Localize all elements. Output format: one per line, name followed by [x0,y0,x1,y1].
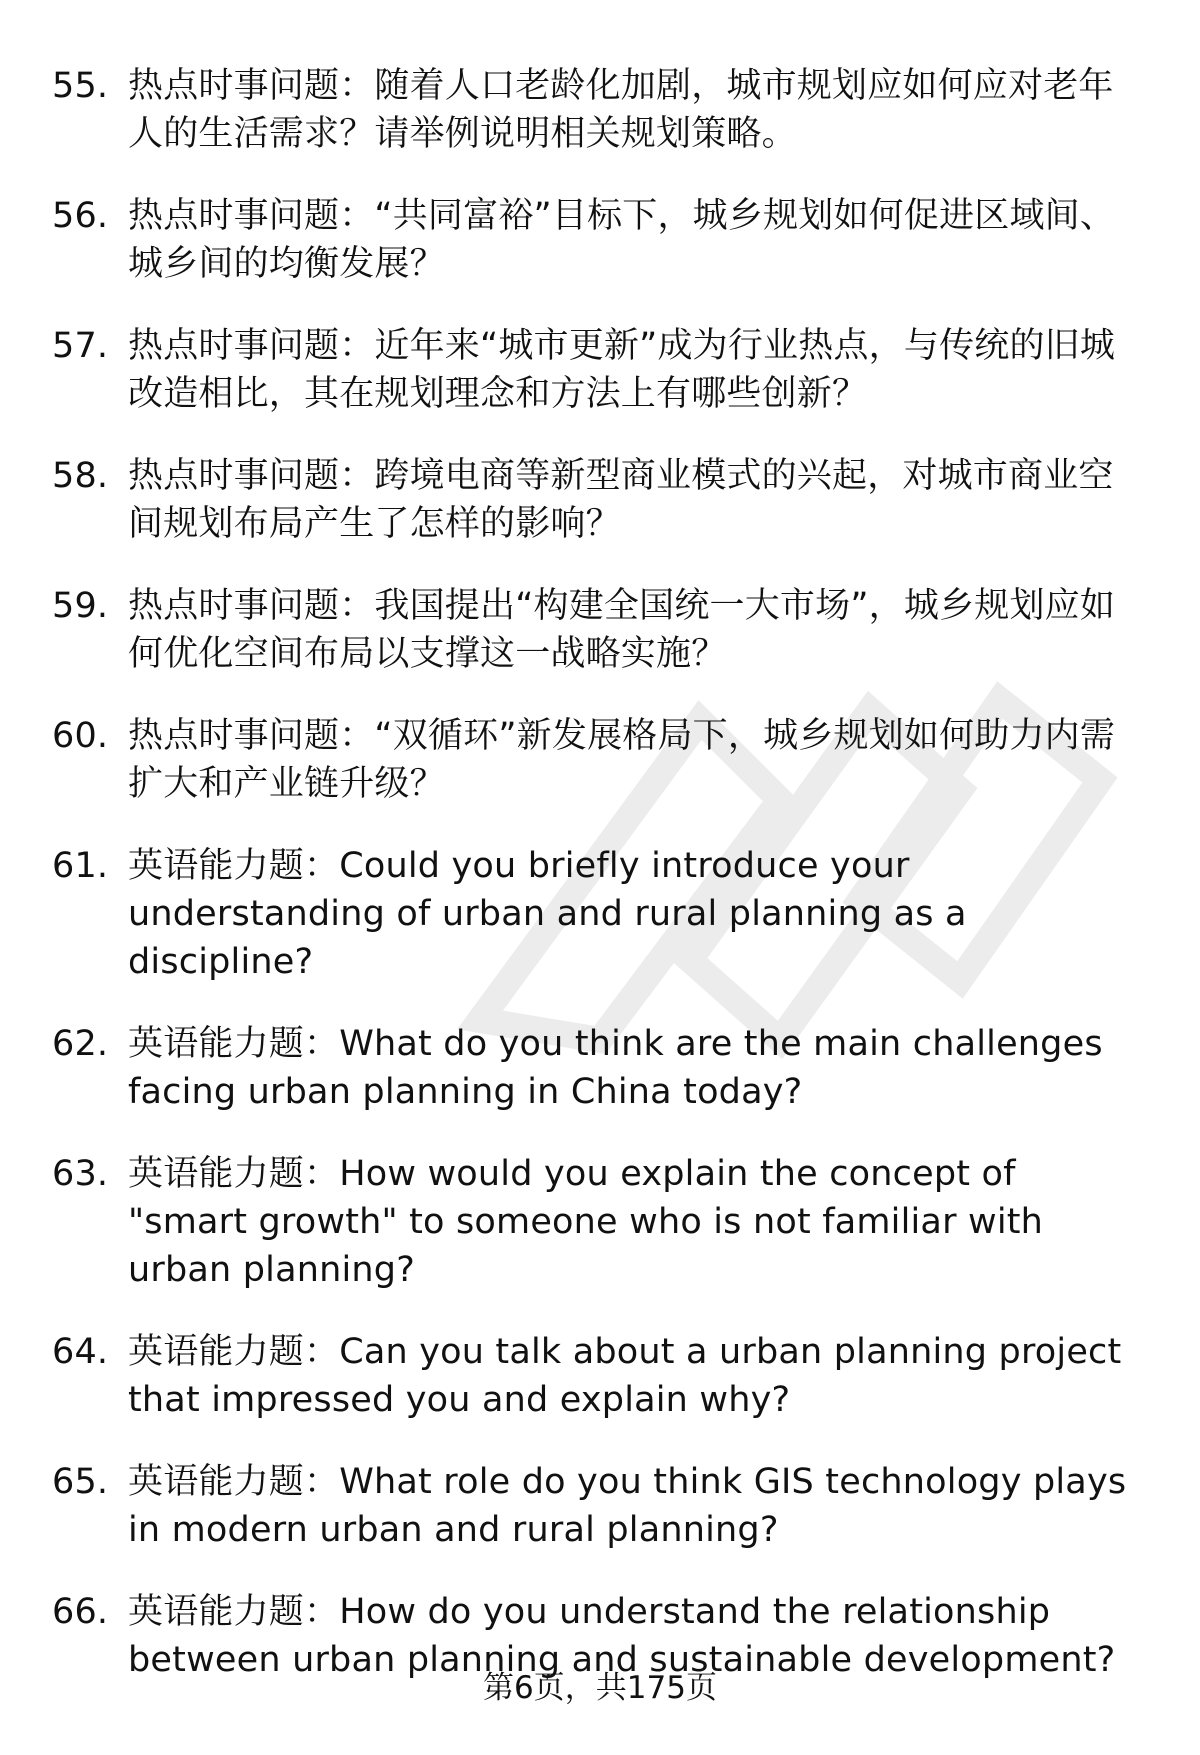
page-footer [0,1668,1200,1708]
list-item [52,1020,1152,1116]
list-item [52,712,1152,808]
question-number: 61. [52,846,109,886]
question-text: 热点时事问题：我国提出“构建全国统一大市场”，城乡规划应如何优化空间布局以支撑这一战略实施？ [128,586,1116,674]
question-list [52,62,1152,1718]
question-number: 57. [52,326,109,366]
question-number: 65. [52,1462,109,1502]
question-number: 66. [52,1592,109,1632]
question-text: 热点时事问题：随着人口老龄化加剧，城市规划应如何应对老年人的生活需求？请举例说明相关规划策略。 [128,66,1114,154]
list-item [52,192,1152,288]
question-number: 64. [52,1332,109,1372]
page-number-label: 第6页，共175页 [483,1670,717,1706]
list-item [52,452,1152,548]
question-text: 热点时事问题：跨境电商等新型商业模式的兴起，对城市商业空间规划布局产生了怎样的影响？ [128,456,1114,544]
question-text: 英语能力题：How do you understand the relationship between urban planning and sustainable development? [128,1592,1116,1680]
question-text: 热点时事问题：“共同富裕”目标下，城乡规划如何促进区域间、城乡间的均衡发展？ [128,196,1116,284]
list-item [52,842,1152,986]
question-text: 英语能力题：Can you talk about a urban planning project that impressed you and explain why? [128,1332,1122,1420]
question-number: 56. [52,196,109,236]
question-text: 英语能力题：What do you think are the main challenges facing urban planning in China today? [128,1024,1103,1112]
question-text: 英语能力题：Could you briefly introduce your understanding of urban and rural planning as a discipline? [128,846,967,982]
question-number: 62. [52,1024,109,1064]
list-item [52,62,1152,158]
question-text: 英语能力题：How would you explain the concept of "smart growth" to someone who is not familiar with urban planning? [128,1154,1044,1290]
question-number: 55. [52,66,109,106]
question-number: 63. [52,1154,109,1194]
question-number: 59. [52,586,109,626]
list-item [52,1150,1152,1294]
list-item [52,1328,1152,1424]
list-item [52,582,1152,678]
list-item [52,1458,1152,1554]
question-text: 热点时事问题：近年来“城市更新”成为行业热点，与传统的旧城改造相比，其在规划理念和方法上有哪些创新？ [128,326,1116,414]
question-number: 58. [52,456,109,496]
question-text: 英语能力题：What role do you think GIS technology plays in modern urban and rural planning? [128,1462,1127,1550]
question-number: 60. [52,716,109,756]
question-text: 热点时事问题：“双循环”新发展格局下，城乡规划如何助力内需扩大和产业链升级？ [128,716,1116,804]
list-item [52,322,1152,418]
